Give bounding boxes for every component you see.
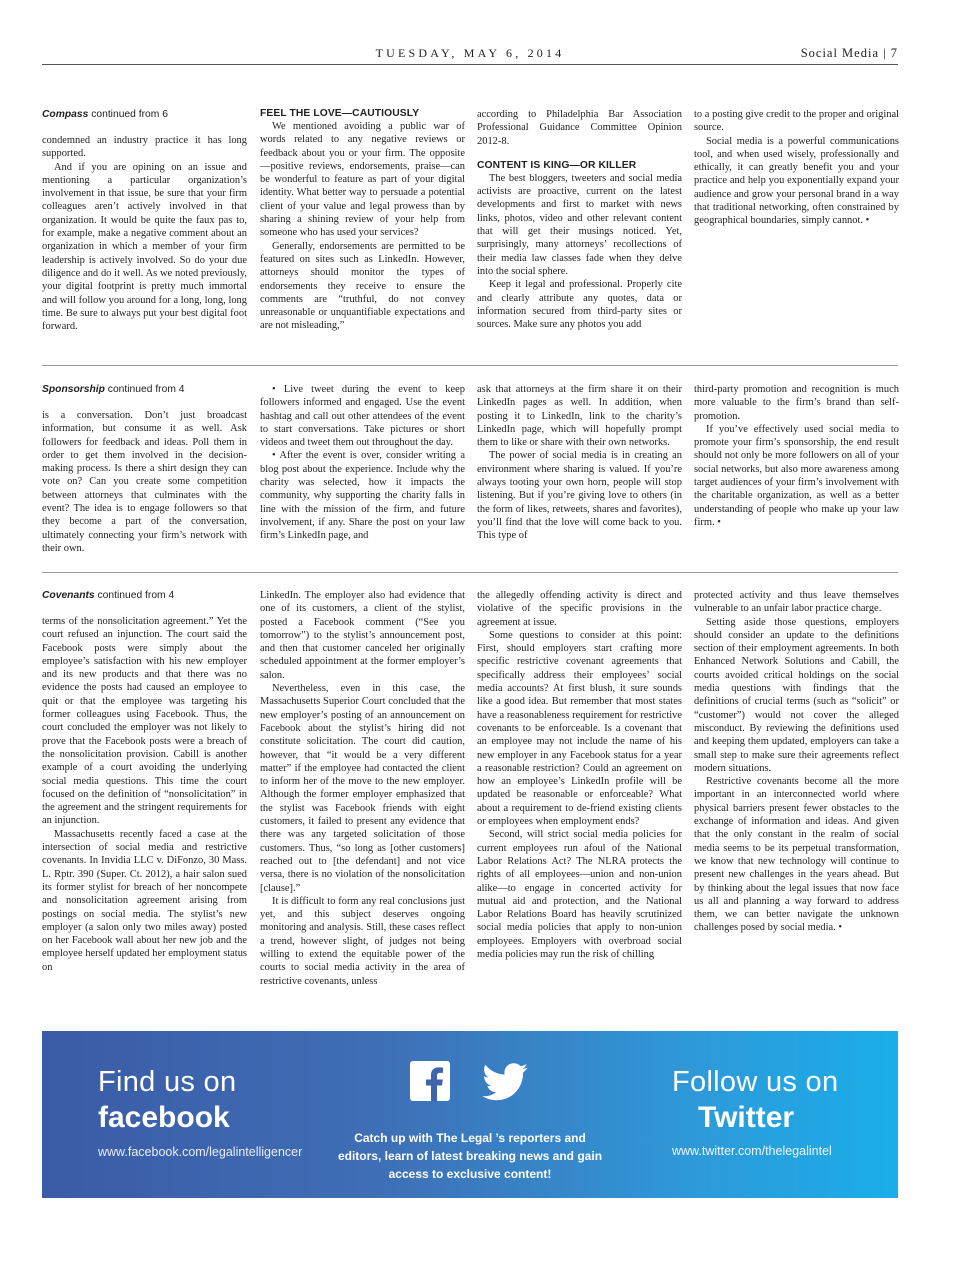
paragraph: Massachusetts recently faced a case at the intersection of social media and restrictive covenants. In Invidia LLC v. DiFonzo, 30 Mass. L. Rptr. 390 (Super. Ct. 2012), a hair salon sued its former stylist for breach of her noncompete and nonsolicitation agreement arising from postings on social media. The stylist’s new employer (a salon only two miles away) posted on her Facebook wall about her new job and the employee herself updated her employment status on <box>42 828 247 973</box>
issue-date: TUESDAY, MAY 6, 2014 <box>375 46 565 60</box>
jump-line <box>42 383 247 396</box>
paragraph: protected activity and thus leave themselves vulnerable to an unfair labor practice charge. <box>694 590 899 615</box>
column-1 <box>42 108 247 333</box>
paragraph: Generally, endorsements are permitted to be featured on sites such as LinkedIn. However, attorneys should monitor the types of endorsements they receive to ensure the comments are “truthful, do not convey unreasonable or unquantifiable expectations and are not misleading,” <box>260 240 465 332</box>
jump-line <box>42 589 247 602</box>
facebook-icon[interactable] <box>410 1061 450 1101</box>
paragraph: third-party promotion and recognition is much more valuable to the firm’s brand than self-promotion. <box>694 384 899 422</box>
paragraph: Social media is a powerful communications tool, and when used wisely, professionally and ethically, it can greatly benefit you and your practice and help you exponentially expand your audience and grow your personal brand in a way that traditional networking, often constrained by geographical boundaries, simply cannot. • <box>694 135 899 227</box>
column-1 <box>42 383 247 555</box>
jump-continued: continued from 4 <box>104 384 185 395</box>
jump-title: Sponsorship <box>42 384 105 395</box>
paragraph: The power of social media is in creating an environment where sharing is valued. If you’re always tooting your own horn, people will stop listening. But if you’re giving love to others (in the form of likes, retweets, shares and favorites), you’ll find that the love will come back to you. This type of <box>477 450 682 542</box>
banner-center <box>332 1051 608 1183</box>
twitter-url-link[interactable]: www.twitter.com/thelegalintel <box>672 1144 832 1158</box>
banner-message: Catch up with The Legal ’s reporters and editors, learn of latest breaking news and gain access to exclusive content! <box>337 1131 603 1181</box>
jump-line <box>42 108 247 121</box>
social-icons <box>332 1051 608 1103</box>
masthead <box>42 44 898 64</box>
paragraph: Nevertheless, even in this case, the Massachusetts Superior Court concluded that the new employer’s posting of an announcement on Facebook about the stylist’s hiring did not constitute solicitation. The court did caution, however, that “it would be a very different matter” if the employee had contacted the client to inform her of the move to the new employer. Although the former employer emphasized that the stylist was Facebook friends with eight customers, it failed to present any evidence that there was any targeted solicitation of those customers. Thus, “so long as [other customers] reached out to [the defendant] and not vice versa, there is no violation of the nonsolicitation [clause].” <box>260 683 465 894</box>
column-4 <box>694 383 899 529</box>
column-2 <box>260 589 465 988</box>
twitter-wordmark: Twitter <box>698 1101 795 1134</box>
twitter-heading: Follow us on <box>672 1066 839 1098</box>
twitter-promo <box>672 1065 872 1158</box>
paragraph: Setting aside those questions, employers should consider an update to the definitions section of their employment agreements. In both Enhanced Network Solutions and Cabill, the courts avoided critical holdings on the social media questions with findings that the definitions of crucial terms (such as “solicit” or “customer”) would not cover the alleged misconduct. By reviewing the definitions used and keeping them updated, employers can take a small step to make sure their agreements reflect modern situations. <box>694 616 899 774</box>
column-4 <box>694 589 899 935</box>
paragraph: We mentioned avoiding a public war of words related to any negative reviews or feedback about you or your firm. The opposite—positive reviews, endorsements, praise—can be wonderful to feature as part of your digital identity. What better way to persuade a potential client of your value and legal prowess than by sharing a shining review of your help from someone who has used your services? <box>260 121 465 239</box>
paragraph: ask that attorneys at the firm share it on their LinkedIn pages as well. In addition, when posting it to LinkedIn, link to the charity’s LinkedIn page, which will hopefully prompt them to like or share with their own networks. <box>477 384 682 449</box>
subhead: CONTENT IS KING—OR KILLER <box>477 159 637 171</box>
paragraph: LinkedIn. The employer also had evidence that one of its customers, a client of the stylist, posted a Facebook comment (“See you tomorrow”) to the stylist’s announcement post, and then that customer canceled her originally scheduled appointment at the former employer’s salon. <box>260 590 465 681</box>
column-2 <box>260 108 465 333</box>
paragraph: Keep it legal and professional. Properly cite and clearly attribute any quotes, data or information secured from third-party sites or sources. Make sure any photos you add <box>477 279 682 331</box>
paragraph: • After the event is over, consider writing a blog post about the experience. Include why the charity was selected, how it impacts the community, why supporting the charity falls in line with the mission of the firm, and future involvement, if any. Share the post on your law firm’s LinkedIn page, and <box>260 450 465 542</box>
paragraph: the allegedly offending activity is direct and violative of the specific provisions in the agreement at issue. <box>477 590 682 628</box>
jump-title: Covenants <box>42 590 95 601</box>
paragraph: Second, will strict social media policies for current employees run afoul of the National Labor Relations Act? The NLRA protects the rights of all employees—union and non-union alike—to engage in concerted activity for mutual aid and protection, and the National Labor Relations Board has heavily scrutinized social media policies that apply to non-union employees. Employers with overbroad social media policies may run the risk of chilling <box>477 829 682 961</box>
paragraph: The best bloggers, tweeters and social media activists are proactive, current on the latest developments and first to market with news links, photos, video and other relevant content that will get their musings noticed. Yet, surprisingly, many attorneys’ recollections of their media law classes fade when they delve into the social sphere. <box>477 172 682 277</box>
paragraph: It is difficult to form any real conclusions just yet, and this subject deserves ongoing monitoring and analysis. Still, these cases reflect a trend, however slight, of judges not being willing to extend the equitable power of the courts to social media activity in the area of restrictive covenants, unless <box>260 895 465 987</box>
section-page-label: Social Media | 7 <box>800 46 898 60</box>
paragraph: according to Philadelphia Bar Association Professional Guidance Committee Opinion 2012-8. <box>477 109 682 147</box>
column-4 <box>694 108 899 228</box>
facebook-promo <box>98 1065 358 1159</box>
paragraph: Some questions to consider at this point: First, should employers start crafting more specific restrictive covenant agreements that specifically address their employees’ social media accounts? At first blush, it sure sounds like a good idea. But remember that most states have a reasonableness requirement for restrictive covenants to be enforceable. Is a covenant that an employee may not include the name of his new employer in any Facebook status for a year a reasonable restriction? Could an agreement on how an employee’s LinkedIn profile will be updated be reasonable or enforceable? What about a requirement to de-friend existing clients or employees when employment ends? <box>477 629 682 828</box>
paragraph: is a conversation. Don’t just broadcast information, but consume it as well. Ask followers for feedback and ideas. Poll them in order to get them involved in the decision-making process. Is there a shirt design they can vote on? Can you create some competition between attorneys that culminates with the event? The idea is to engage followers so that they become a part of the conversation, ultimately connecting your firm’s network with their own. <box>42 410 247 554</box>
subhead: FEEL THE LOVE—CAUTIOUSLY <box>260 108 420 119</box>
masthead-rule <box>42 64 898 65</box>
facebook-url-link[interactable]: www.facebook.com/legalintelligencer <box>98 1145 303 1159</box>
facebook-heading: Find us on <box>98 1066 237 1098</box>
social-media-banner <box>42 1031 898 1198</box>
jump-continued: continued from 6 <box>88 109 168 120</box>
paragraph: If you’ve effectively used social media to promote your firm’s sponsorship, the end result should not only be more followers on all of your social networks, but also more awareness among target audiences of your firm’s involvement with the charitable organization, as well as a better understanding of people who make up your law firm. • <box>694 423 899 528</box>
paragraph: to a posting give credit to the proper and original source. <box>694 109 899 134</box>
paragraph: terms of the nonsolicitation agreement.” Yet the court refused an injunction. The court said the Facebook posts were simply about the employee’s satisfaction with his new employer and its new products and that there was no evidence the posts had caused an employee to quit or that the employee was targeting his former colleagues using Facebook. Thus, the court concluded the employer was not likely to prove that the Facebook posts were a breach of the nonsolicitation provision. Cabill is another example of a court avoiding the underlying social media questions. This time the court focused on the definition of “nonsolicitation” in the agreement and the stringent requirements for an injunction. <box>42 616 247 827</box>
column-3 <box>477 383 682 543</box>
paragraph: • Live tweet during the event to keep followers informed and engaged. Use the event hashtag and call out other attendees of the event to start conversations. Take pictures or short videos and tweet them out throughout the day. <box>260 384 465 449</box>
paragraph: Restrictive covenants become all the more important in an interconnected world where physical barriers present fewer obstacles to the exchange of information and ideas. And given that the only constant in the realm of social media seems to be its perpetual transformation, we know that new technology will continue to present new challenges in the years ahead. But by thinking about the legal issues that now face us all and planning a way forward to address them, we can better navigate the unknown challenges posed by social media. • <box>694 776 899 934</box>
column-3 <box>477 589 682 961</box>
column-3 <box>477 108 682 331</box>
story-divider <box>42 365 898 366</box>
paragraph: And if you are opining on an issue and mentioning a particular organization’s involvement in that issue, be sure that your firm colleagues aren’t actively involved in that organization. It would be quite the faux pas to, for example, make a negative comment about an organization in which a member of your firm leadership is actively involved. So do your due diligence and do it well. As we noted previously, your digital footprint is pretty much immortal and will follow you around for a long, long, long time. Be sure to always put your best digital foot forward. <box>42 161 247 333</box>
column-2 <box>260 383 465 543</box>
column-1 <box>42 589 247 974</box>
jump-title: Compass <box>42 109 89 120</box>
story-divider <box>42 572 898 573</box>
paragraph: condemned an industry practice it has long supported. <box>42 135 247 160</box>
facebook-wordmark: facebook <box>98 1101 230 1134</box>
jump-continued: continued from 4 <box>94 590 175 601</box>
twitter-icon[interactable] <box>482 1063 528 1101</box>
